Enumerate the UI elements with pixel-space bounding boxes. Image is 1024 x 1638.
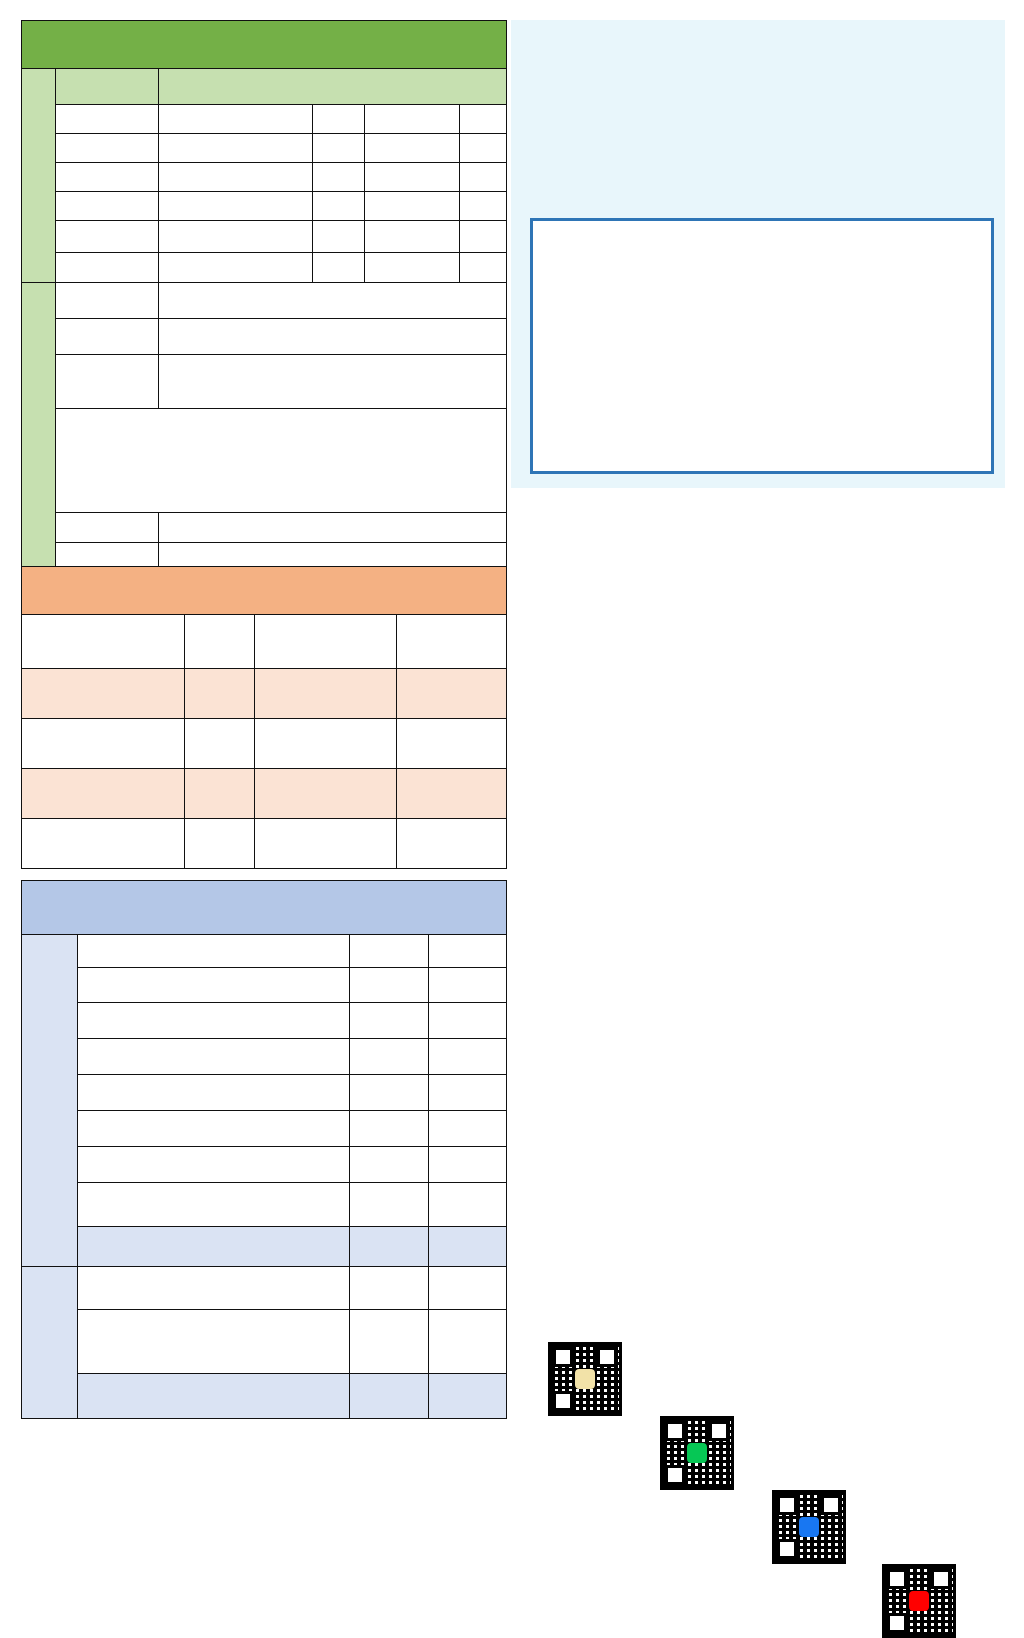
meeting-row: [22, 819, 507, 869]
meetings-title: [22, 567, 507, 615]
morning-title: [22, 21, 507, 69]
flow-time: [55, 283, 158, 319]
meeting-row: [22, 615, 507, 669]
chart-svg: [533, 259, 985, 471]
building-account: [528, 814, 1012, 843]
facebook-icon[interactable]: [772, 1490, 846, 1564]
line-icon[interactable]: [660, 1416, 734, 1490]
offering-row: [562, 530, 822, 569]
attendance-table: [21, 880, 507, 1419]
col-text: [158, 69, 506, 105]
flow-item: [158, 283, 506, 319]
attendance-row: [22, 1183, 507, 1227]
attendance-title: [22, 881, 507, 935]
attendance-row: [22, 1075, 507, 1111]
611-logo-icon[interactable]: [548, 1342, 622, 1416]
reading-row: [22, 134, 507, 163]
flow-item: [158, 319, 506, 355]
offering-total: [566, 684, 716, 710]
morning-altar-table: [21, 20, 507, 572]
branch-hall-label: [22, 1267, 78, 1419]
reading-row: [22, 192, 507, 221]
meeting-row: [22, 669, 507, 719]
attendance-row: [22, 968, 507, 1003]
flow-time: [55, 513, 158, 543]
main-hall-label: [22, 935, 78, 1267]
meeting-time-table: [21, 566, 507, 869]
branch-total-row: [22, 1374, 507, 1419]
flow-item: [158, 355, 506, 409]
attendance-row: [22, 1310, 507, 1374]
attendance-row: [22, 1147, 507, 1183]
reading-row: [22, 163, 507, 192]
meeting-row: [22, 719, 507, 769]
reading-row: [22, 253, 507, 283]
flow-item: [158, 513, 506, 543]
attendance-row: [22, 1111, 507, 1147]
reading-side-label: [22, 69, 56, 283]
sunday-offering-list: [562, 530, 822, 647]
col-physical: [350, 935, 429, 968]
attendance-row: [22, 1039, 507, 1075]
col-online: [429, 935, 507, 968]
meeting-row: [22, 769, 507, 819]
attendance-total-row: [22, 1227, 507, 1267]
flow-time: [55, 355, 158, 409]
building-fund-chart: [530, 218, 994, 474]
info-block: [546, 950, 1016, 954]
flow-side-label: [22, 283, 56, 572]
reading-row: [22, 105, 507, 134]
youtube-note: [55, 409, 506, 513]
reading-row: [22, 221, 507, 253]
col-date: [55, 69, 158, 105]
flow-time: [55, 319, 158, 355]
offering-row: [562, 569, 822, 608]
offering-row: [562, 608, 822, 647]
youtube-icon[interactable]: [882, 1564, 956, 1638]
